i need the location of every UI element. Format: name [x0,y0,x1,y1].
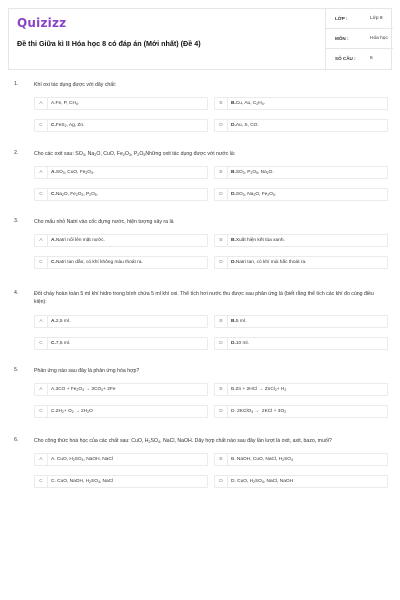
option-text: $A.SO_3$, CuO, $Fe_2O_3$. [51,170,95,176]
quizizz-logo: Quizizz [17,16,67,30]
option-text: B.Xuất hiện kết tủa xanh. [231,238,285,244]
answer-option-b[interactable] [214,453,388,466]
meta-row-subject [326,29,393,49]
question-number: 2. [14,150,19,156]
option-letter: C [35,257,48,268]
meta-row-class [326,9,393,29]
question-number: 5. [14,367,19,373]
option-letter: D [215,338,228,349]
option-text: C.7,5 ml. [51,340,71,346]
option-text: A. CuO, $H_2SO_4$, NaOH, NaCl [51,457,113,463]
question-text: Khí oxi tác dụng được với dãy chất: [34,82,117,88]
option-text: D.10 ml. [231,340,249,346]
option-text: A.Fe, P, $CH_4$. [51,101,80,107]
option-text: C.FeS$_2$, Ag, Zn. [51,123,85,129]
option-letter: D [215,406,228,417]
option-letter: A [35,98,48,109]
question-text: Cho các oxit sau: $SO_3$, $Na_2O$, CuO, $Fe_2O_3$, $P_2O_5Những$ oxit tác dụng được với nước là: [34,151,236,157]
option-letter: B [215,384,228,395]
option-letter: A [35,235,48,246]
answer-option-c[interactable] [34,337,208,350]
question-text: Cho công thức hoá học của các chất sau: CuO, $H_2SO_4$, NaCl, NaOH. Dãy hợp chất nào sau đây lần lượt là oxit, axit, bazo, muối? [34,438,332,444]
option-letter: A [35,316,48,327]
option-text: D. 2KClO$_3$ → $2KCl + 3O_2$ [231,409,287,415]
answer-option-c[interactable] [34,256,208,269]
answer-option-d[interactable] [214,256,388,269]
answer-option-b[interactable] [214,166,388,179]
answer-option-b[interactable] [214,97,388,110]
option-letter: C [35,476,48,487]
option-text: B.5 ml. [231,318,247,324]
meta-key: MÔN : [335,36,349,41]
worksheet-meta-table [325,9,392,69]
option-letter: D [215,476,228,487]
question-number: 3. [14,218,19,224]
option-text: $C.Na_2O$, $Fe_2O_3$, $P_2O_5$. [51,192,99,198]
option-text: D.Au, S, CO. [231,123,259,129]
answer-option-c[interactable] [34,188,208,201]
question-number: 1. [14,81,19,87]
question-text: Phản ứng nào sau đây là phản ứng hóa hợp? [34,368,140,374]
answer-option-c[interactable] [34,405,208,418]
option-text: D.Natri tan, có khí mùi hắc thoát ra. [231,260,307,266]
option-letter: D [215,257,228,268]
answer-option-a[interactable] [34,383,208,396]
answer-option-b[interactable] [214,234,388,247]
option-text: $B.SO_3$, $P_2O_5$, $Na_2O$. [231,170,274,176]
option-letter: C [35,406,48,417]
option-text: A.2,5 ml. [51,318,71,324]
option-text: $D.SO_3$, $Na_2O$, $Fe_2O_3$. [231,192,277,198]
answer-option-a[interactable] [34,315,208,328]
option-text: $A.3CO + Fe_2O_3 \to 3CO_2+ 2Fe$ [51,387,116,393]
meta-row-count [326,49,393,69]
answer-option-a[interactable] [34,234,208,247]
answer-option-a[interactable] [34,166,208,179]
meta-key: SỐ CÂU : [335,56,356,61]
answer-option-a[interactable] [34,453,208,466]
question-text: Đốt cháy hoàn toàn 5 ml khí hidro trong bình chứa 5 ml khí oxi. Thể tích hơi nước thu được sau phản ứng là (biết rằng thể tích các khí đo cùng điều kiện): [34,291,374,306]
option-text: B. NaOH, CuO, NaCl, $H_2SO_4$ [231,457,293,463]
answer-option-c[interactable] [34,475,208,488]
option-letter: A [35,167,48,178]
option-letter: A [35,384,48,395]
option-letter: B [215,167,228,178]
option-letter: B [215,316,228,327]
option-letter: C [35,338,48,349]
option-text: B.Zn + 2HCl → ZnCl$_2$+ $H_2$ [231,387,287,393]
option-text: B.Cu, Au, $C_2H_4$. [231,101,265,107]
answer-option-b[interactable] [214,383,388,396]
option-letter: C [35,120,48,131]
meta-key: LỚP : [335,16,348,21]
option-text: D. CuO, $H_2SO_4$, NaCl, NaOH [231,479,294,485]
answer-option-b[interactable] [214,315,388,328]
option-letter: B [215,98,228,109]
worksheet-title: Đề thi Giữa kì II Hóa học 8 có đáp án (Mới nhất) (Đề 4) [17,39,201,48]
meta-value: Lớp 8 [370,16,383,21]
option-letter: B [215,235,228,246]
option-text: A.Natri nổi lên mặt nước. [51,238,105,244]
option-text: C. CuO, NaOH, $H_2SO_4$, NaCl [51,479,114,485]
answer-option-a[interactable] [34,97,208,110]
option-letter: B [215,454,228,465]
option-letter: C [35,189,48,200]
question-number: 6. [14,437,19,443]
meta-value: Hóa học [370,36,388,41]
meta-value: 6 [370,56,373,61]
answer-option-d[interactable] [214,337,388,350]
answer-option-d[interactable] [214,475,388,488]
option-text: C.Natri tan dần, có khí không màu thoát ra. [51,260,143,266]
option-letter: D [215,120,228,131]
answer-option-d[interactable] [214,405,388,418]
question-number: 4. [14,290,19,296]
option-letter: A [35,454,48,465]
worksheet-header [8,8,392,70]
answer-option-c[interactable] [34,119,208,132]
answer-option-d[interactable] [214,188,388,201]
option-letter: D [215,189,228,200]
option-text: $C.2H_2+ O_2 \to 2H_2O$ [51,409,93,415]
answer-option-d[interactable] [214,119,388,132]
question-text: Cho mẩu nhỏ Natri vào cốc đựng nước, hiện tượng xảy ra là [34,219,174,225]
